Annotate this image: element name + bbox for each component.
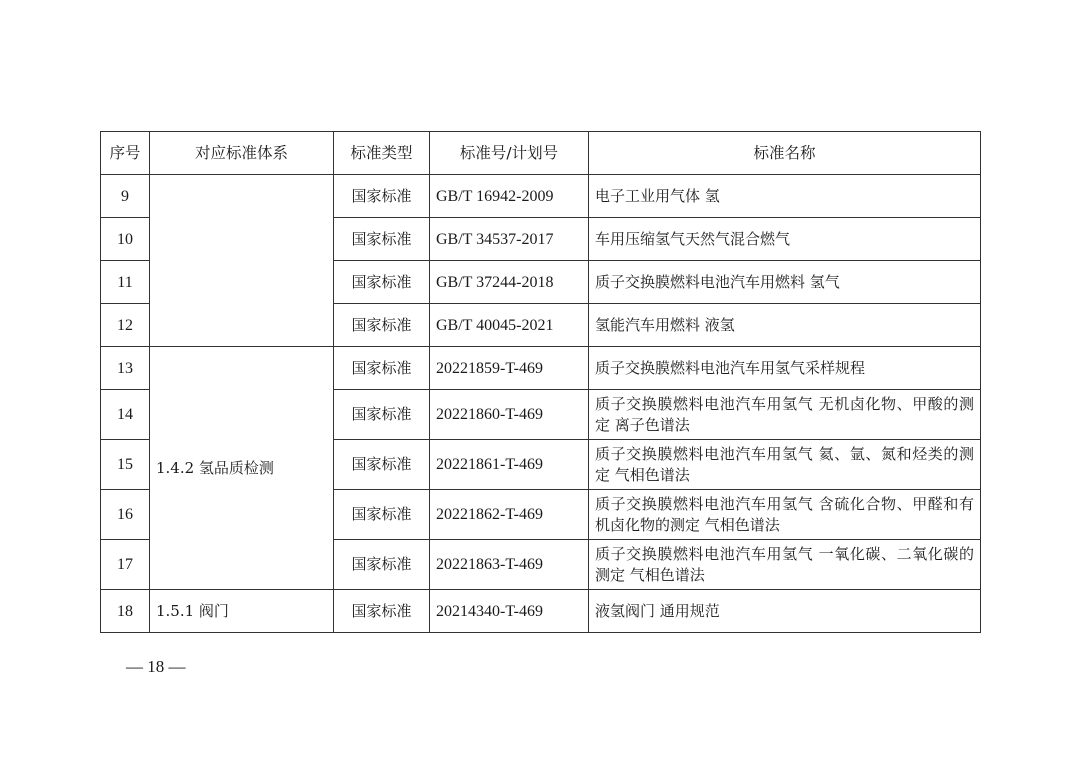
row-standard-code: GB/T 34537-2017 bbox=[430, 218, 589, 261]
table-row bbox=[101, 175, 981, 218]
header-standard-type: 标准类型 bbox=[334, 132, 430, 175]
row-standard-type: 国家标准 bbox=[334, 218, 430, 261]
row-standard-name: 质子交换膜燃料电池汽车用氢气 无机卤化物、甲酸的测定 离子色谱法 bbox=[589, 390, 981, 440]
row-standard-code: 20221859-T-469 bbox=[430, 347, 589, 390]
row-serial-no: 17 bbox=[101, 540, 150, 590]
row-standard-code: GB/T 40045-2021 bbox=[430, 304, 589, 347]
row-serial-no: 14 bbox=[101, 390, 150, 440]
row-standard-system bbox=[150, 175, 334, 347]
row-serial-no: 10 bbox=[101, 218, 150, 261]
row-standard-type: 国家标准 bbox=[334, 590, 430, 633]
row-standard-code: GB/T 37244-2018 bbox=[430, 261, 589, 304]
header-standard-code: 标准号/计划号 bbox=[430, 132, 589, 175]
row-standard-code: 20221861-T-469 bbox=[430, 440, 589, 490]
standards-table bbox=[100, 131, 981, 633]
row-standard-type: 国家标准 bbox=[334, 304, 430, 347]
row-standard-name: 液氢阀门 通用规范 bbox=[589, 590, 981, 633]
row-standard-type: 国家标准 bbox=[334, 261, 430, 304]
row-standard-name: 车用压缩氢气天然气混合燃气 bbox=[589, 218, 981, 261]
header-serial-no: 序号 bbox=[101, 132, 150, 175]
row-standard-type: 国家标准 bbox=[334, 347, 430, 390]
row-standard-system: 1.4.2 氢品质检测 bbox=[150, 347, 334, 590]
table-row bbox=[101, 590, 981, 633]
row-standard-name: 质子交换膜燃料电池汽车用氢气 含硫化合物、甲醛和有机卤化物的测定 气相色谱法 bbox=[589, 490, 981, 540]
row-serial-no: 11 bbox=[101, 261, 150, 304]
row-serial-no: 16 bbox=[101, 490, 150, 540]
header-standard-system: 对应标准体系 bbox=[150, 132, 334, 175]
row-serial-no: 13 bbox=[101, 347, 150, 390]
row-serial-no: 9 bbox=[101, 175, 150, 218]
header-standard-name: 标准名称 bbox=[589, 132, 981, 175]
page-number: — 18 — bbox=[126, 657, 186, 676]
table-header-row bbox=[101, 132, 981, 175]
row-standard-code: 20221862-T-469 bbox=[430, 490, 589, 540]
row-standard-name: 质子交换膜燃料电池汽车用氢气 一氧化碳、二氧化碳的测定 气相色谱法 bbox=[589, 540, 981, 590]
row-standard-name: 质子交换膜燃料电池汽车用燃料 氢气 bbox=[589, 261, 981, 304]
row-standard-type: 国家标准 bbox=[334, 175, 430, 218]
row-standard-code: 20221860-T-469 bbox=[430, 390, 589, 440]
row-standard-code: GB/T 16942-2009 bbox=[430, 175, 589, 218]
row-standard-name: 电子工业用气体 氢 bbox=[589, 175, 981, 218]
row-standard-name: 氢能汽车用燃料 液氢 bbox=[589, 304, 981, 347]
row-standard-type: 国家标准 bbox=[334, 390, 430, 440]
row-standard-type: 国家标准 bbox=[334, 540, 430, 590]
row-standard-code: 20221863-T-469 bbox=[430, 540, 589, 590]
row-standard-code: 20214340-T-469 bbox=[430, 590, 589, 633]
row-serial-no: 15 bbox=[101, 440, 150, 490]
row-serial-no: 12 bbox=[101, 304, 150, 347]
table-row bbox=[101, 347, 981, 390]
row-serial-no: 18 bbox=[101, 590, 150, 633]
row-standard-system: 1.5.1 阀门 bbox=[150, 590, 334, 633]
row-standard-type: 国家标准 bbox=[334, 490, 430, 540]
row-standard-type: 国家标准 bbox=[334, 440, 430, 490]
row-standard-name: 质子交换膜燃料电池汽车用氢气 氦、氩、氮和烃类的测定 气相色谱法 bbox=[589, 440, 981, 490]
row-standard-name: 质子交换膜燃料电池汽车用氢气采样规程 bbox=[589, 347, 981, 390]
